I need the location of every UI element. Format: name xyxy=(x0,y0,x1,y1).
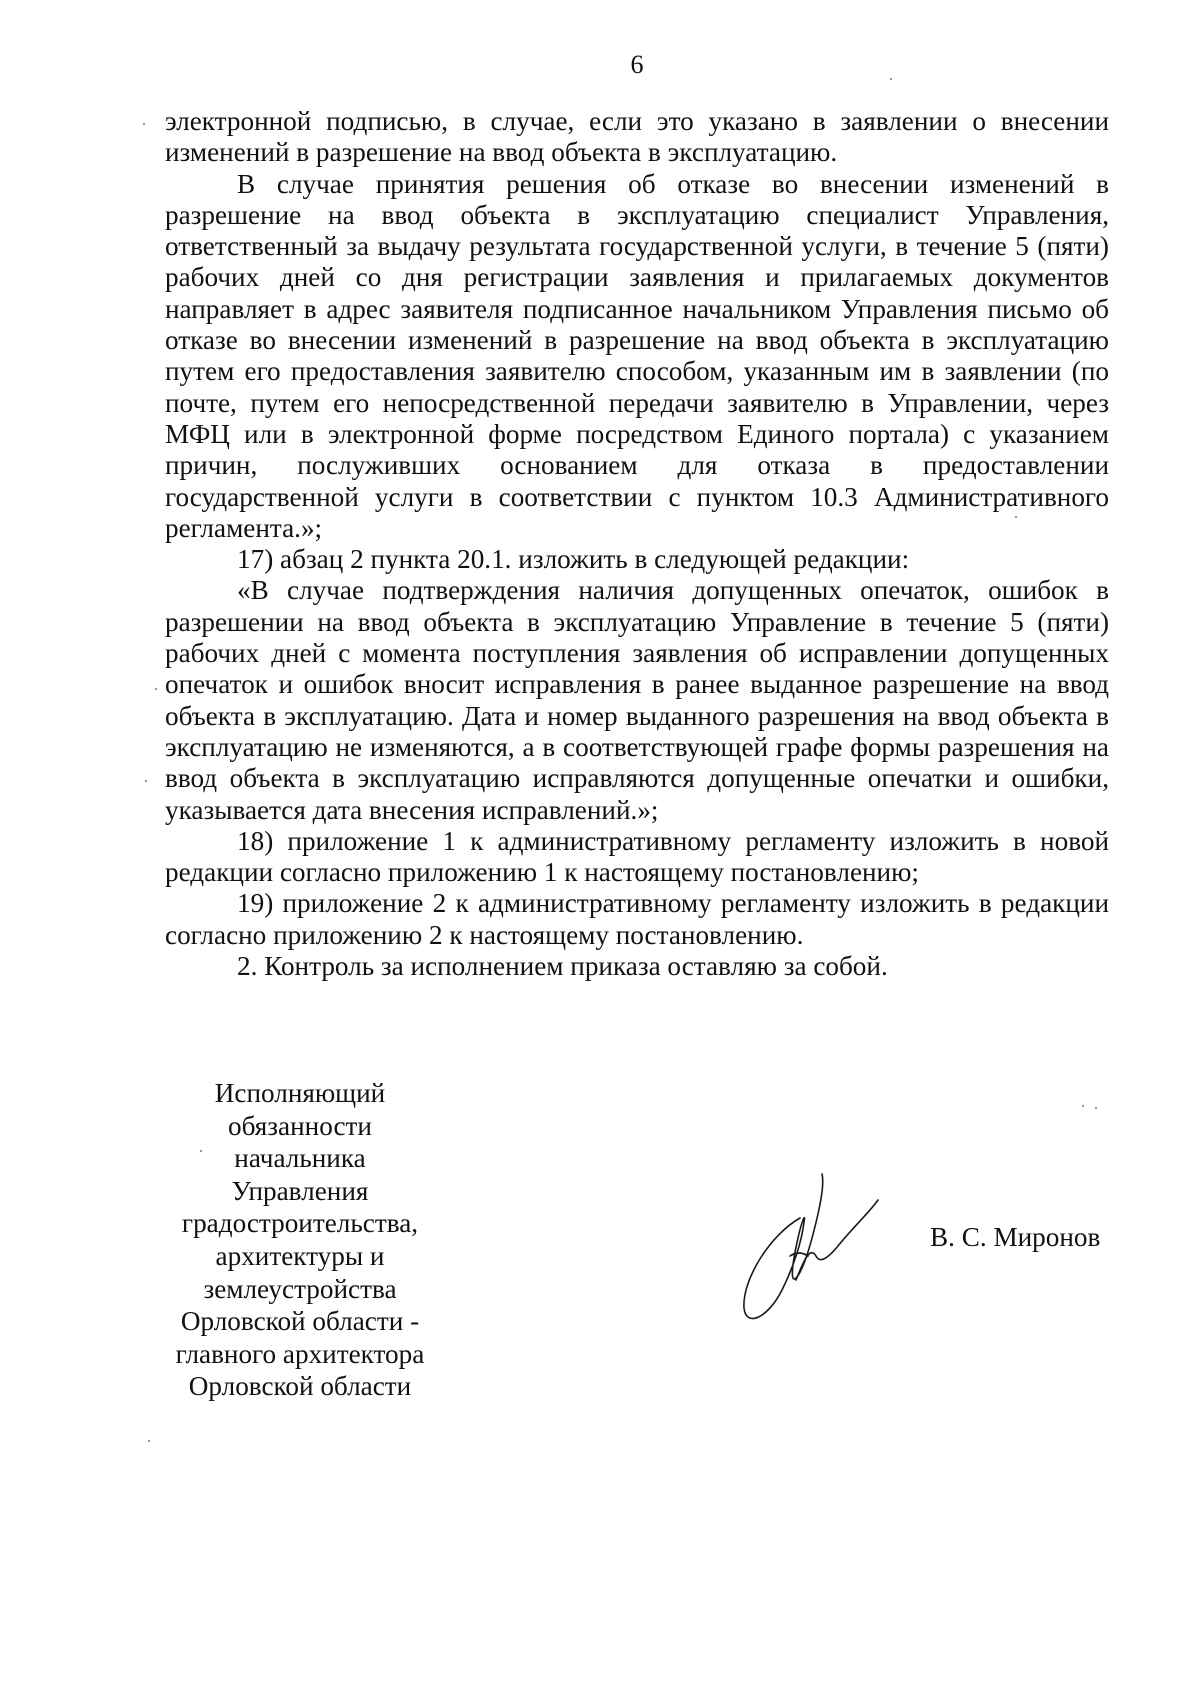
handwritten-signature xyxy=(730,1160,900,1330)
signatory-title-line: землеустройства xyxy=(203,1273,397,1304)
scan-speck xyxy=(890,78,892,80)
signatory-title-line: главного архитектора xyxy=(175,1338,425,1369)
paragraph-item-18: 18) приложение 1 к административному регламенту изложить в новой редакции согласно приложению 1 к настоящему постановлению; xyxy=(165,825,1109,888)
scan-speck xyxy=(145,780,147,782)
signatory-title-line: Орловской области - xyxy=(180,1306,420,1337)
body-text xyxy=(165,106,1109,982)
paragraph-quoted-text: «В случае подтверждения наличия допущенных опечаток, ошибок в разрешении на ввод объекта в эксплуатацию Управление в течение 5 (пяти) рабочих дней с момента поступления заявления об исправлении допущенных опечаток и ошибок вносит исправления в ранее выданное разрешение на ввод объекта в эксплуатацию. Дата и номер выданного разрешения на ввод объекта в эксплуатацию не изменяются, а в соответствующей графе формы разрешения на ввод объекта в эксплуатацию исправляются допущенные опечатки и ошибки, указывается дата внесения исправлений.»; xyxy=(165,575,1109,825)
signatory-title-line: Управления xyxy=(231,1175,369,1206)
signatory-title-line: архитектуры и xyxy=(215,1240,385,1271)
signatory-title-line: Орловской области xyxy=(188,1371,412,1402)
scan-speck xyxy=(148,1440,150,1442)
paragraph-item-19: 19) приложение 2 к административному регламенту изложить в редакции согласно приложению 2 к настоящему постановлению. xyxy=(165,888,1109,950)
signatory-title-line: обязанности xyxy=(228,1110,372,1141)
scan-speck xyxy=(1015,516,1017,518)
paragraph-item-17: 17) абзац 2 пункта 20.1. изложить в следующей редакции: xyxy=(237,544,910,575)
scan-speck xyxy=(200,1150,202,1152)
signatory-title-line: градостроительства, xyxy=(181,1208,419,1239)
scan-speck xyxy=(155,688,157,690)
signatory-title-line: Исполняющий xyxy=(214,1078,386,1108)
paragraph-control: 2. Контроль за исполнением приказа оставляю за собой. xyxy=(237,951,888,982)
signatory-title xyxy=(170,1077,430,1403)
page-number: 6 xyxy=(630,50,644,79)
paragraph-continuation: электронной подписью, в случае, если это указано в заявлении о внесении изменений в разрешение на ввод объекта в эксплуатацию. xyxy=(165,106,1109,168)
signer-name: В. С. Миронов xyxy=(930,1222,1101,1252)
scan-speck xyxy=(1095,1107,1097,1109)
paragraph-refusal: В случае принятия решения об отказе во внесении изменений в разрешение на ввод объекта в эксплуатацию специалист Управления, ответственный за выдачу результата государственной услуги, в течение 5 (пяти) рабочих дней со дня регистрации заявления и прилагаемых документов направляет в адрес заявителя подписанное начальником Управления письмо об отказе во внесении изменений в разрешение на ввод объекта в эксплуатацию путем его предоставления заявителю способом, указанным им в заявлении (по почте, путем его непосредственной передачи заявителю в Управлении, через МФЦ или в электронной форме посредством Единого портала) с указанием причин, послуживших основанием для отказа в предоставлении государственной услуги в соответствии с пунктом 10.3 Административного регламента.»; xyxy=(165,168,1109,543)
scan-speck xyxy=(143,123,145,125)
scan-speck xyxy=(1082,1105,1084,1107)
signatory-title-line: начальника xyxy=(234,1143,366,1174)
